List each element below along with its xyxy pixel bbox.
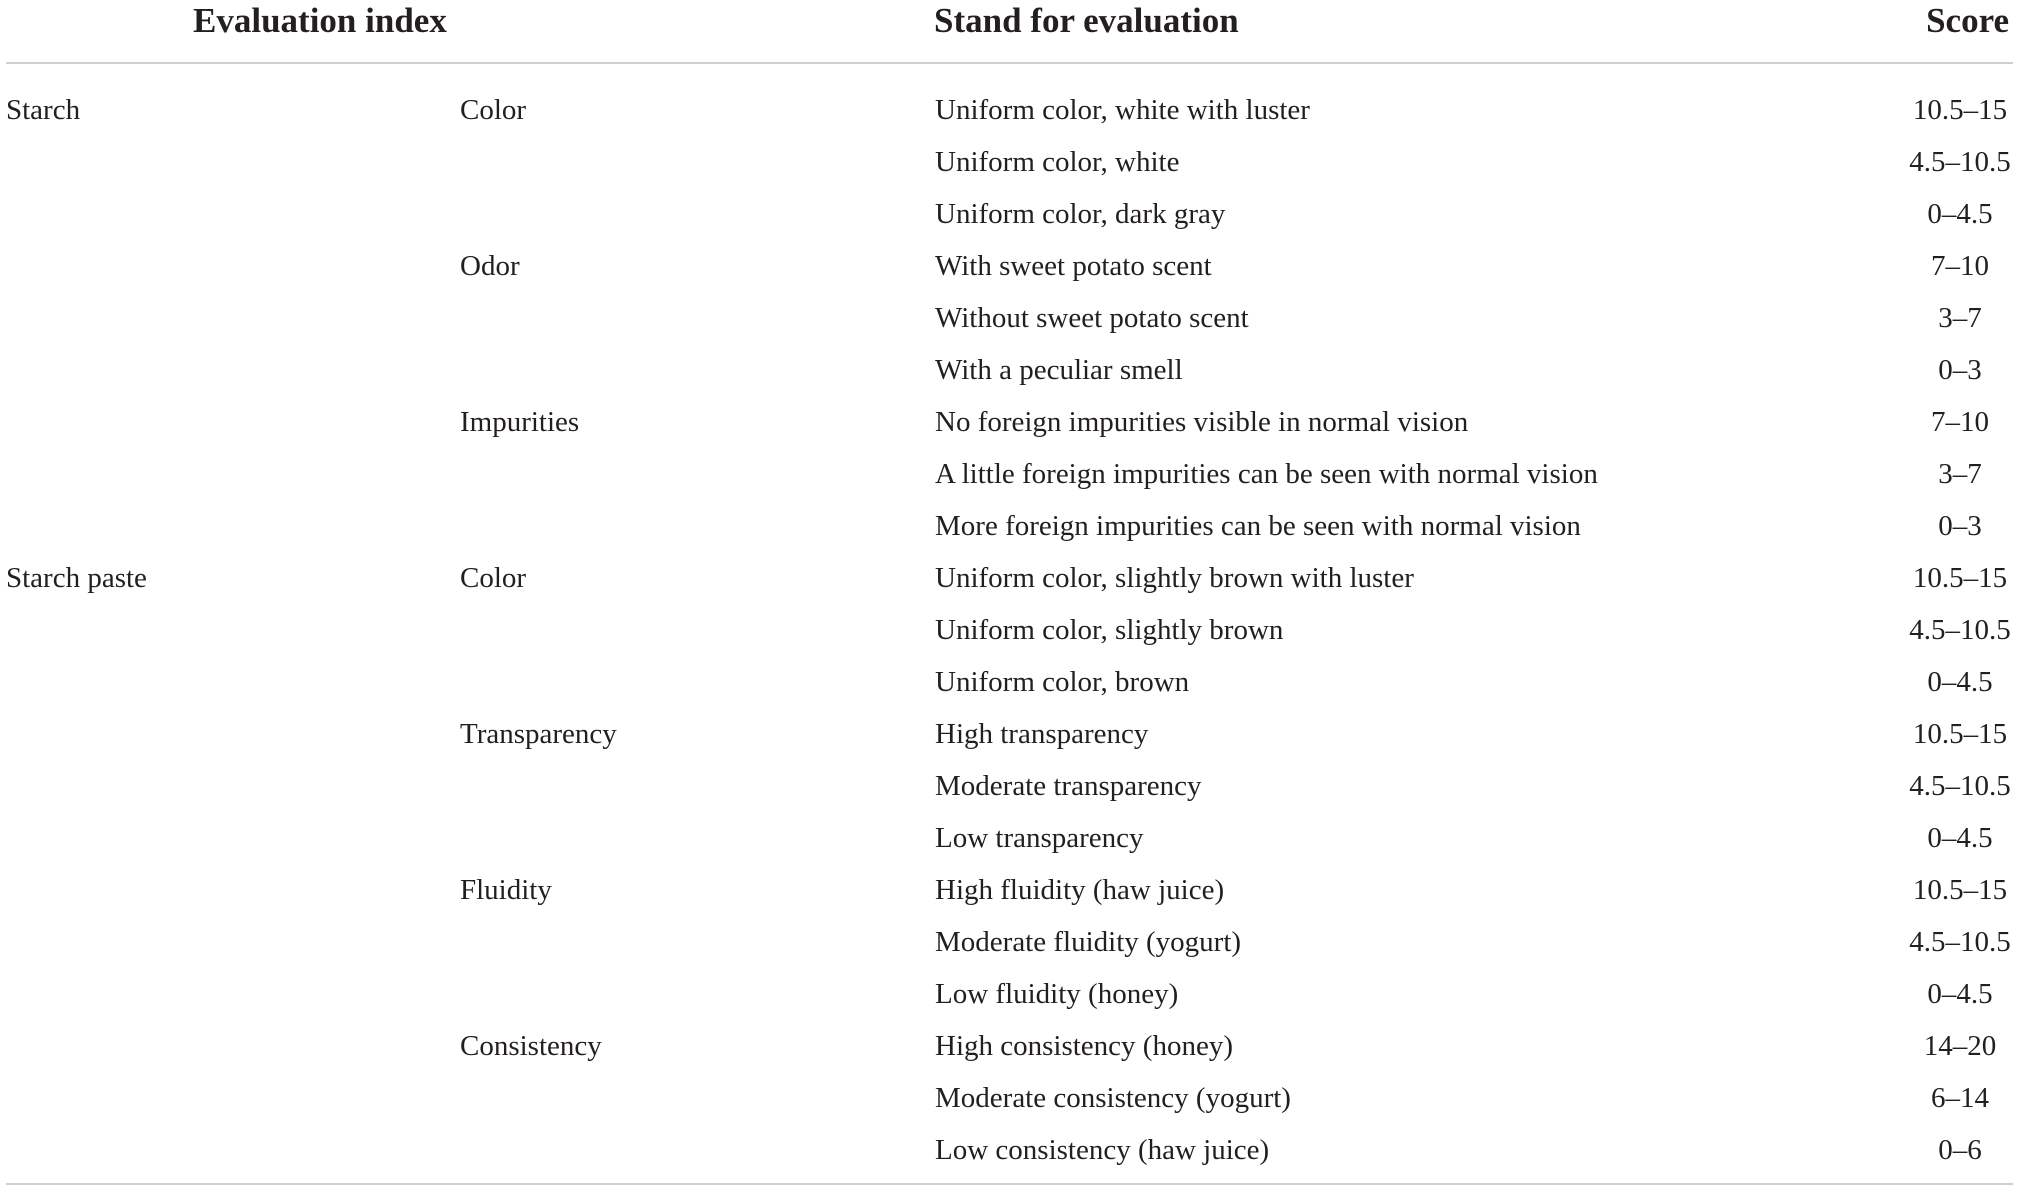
row-score: 4.5–10.5 xyxy=(1909,770,2011,802)
table-row xyxy=(0,292,2019,344)
row-score: 0–3 xyxy=(1938,510,1982,542)
row-stand: High fluidity (haw juice) xyxy=(935,874,1225,906)
row-score: 7–10 xyxy=(1931,250,1989,282)
table-row xyxy=(0,968,2019,1020)
row-subindex: Consistency xyxy=(460,1030,602,1062)
row-stand: Uniform color, white xyxy=(935,146,1180,178)
row-category: Starch paste xyxy=(6,562,147,594)
row-stand: Low transparency xyxy=(935,822,1144,854)
row-score: 0–6 xyxy=(1938,1134,1982,1166)
table-row xyxy=(0,136,2019,188)
table-row xyxy=(0,344,2019,396)
table-row xyxy=(0,864,2019,916)
row-stand: With sweet potato scent xyxy=(935,250,1212,282)
row-score: 0–4.5 xyxy=(1927,978,1993,1010)
row-score: 7–10 xyxy=(1931,406,1989,438)
table-row xyxy=(0,604,2019,656)
row-stand: Uniform color, slightly brown xyxy=(935,614,1284,646)
row-subindex: Odor xyxy=(460,250,520,282)
row-stand: Moderate fluidity (yogurt) xyxy=(935,926,1242,958)
table-row xyxy=(0,1072,2019,1124)
table-body xyxy=(0,84,2019,1176)
table-row xyxy=(0,448,2019,500)
row-score: 0–4.5 xyxy=(1927,822,1993,854)
row-score: 14–20 xyxy=(1923,1030,1997,1062)
table-row xyxy=(0,188,2019,240)
row-score: 6–14 xyxy=(1931,1082,1989,1114)
table-bottom-divider xyxy=(6,1183,2013,1185)
row-score: 3–7 xyxy=(1938,458,1982,490)
row-stand: A little foreign impurities can be seen with normal vision xyxy=(935,458,1598,490)
row-score: 0–3 xyxy=(1938,354,1982,386)
row-score: 10.5–15 xyxy=(1912,874,2008,906)
row-score: 4.5–10.5 xyxy=(1909,614,2011,646)
row-score: 0–4.5 xyxy=(1927,198,1993,230)
row-score: 10.5–15 xyxy=(1912,718,2008,750)
row-subindex: Color xyxy=(460,562,527,594)
table-row xyxy=(0,552,2019,604)
row-stand: Moderate transparency xyxy=(935,770,1202,802)
table-row xyxy=(0,760,2019,812)
row-stand: More foreign impurities can be seen with normal vision xyxy=(935,510,1581,542)
table-row xyxy=(0,1124,2019,1176)
row-subindex: Fluidity xyxy=(460,874,552,906)
row-score: 0–4.5 xyxy=(1927,666,1993,698)
table-row xyxy=(0,240,2019,292)
row-stand: No foreign impurities visible in normal vision xyxy=(935,406,1469,438)
table-row xyxy=(0,396,2019,448)
row-score: 4.5–10.5 xyxy=(1909,926,2011,958)
table-row xyxy=(0,708,2019,760)
row-score: 4.5–10.5 xyxy=(1909,146,2011,178)
row-stand: Uniform color, slightly brown with luster xyxy=(935,562,1414,594)
header-divider xyxy=(6,62,2013,64)
row-score: 10.5–15 xyxy=(1912,94,2008,126)
row-subindex: Transparency xyxy=(460,718,617,750)
row-stand: High transparency xyxy=(935,718,1149,750)
row-stand: Low fluidity (honey) xyxy=(935,978,1179,1010)
row-stand: Without sweet potato scent xyxy=(935,302,1249,334)
row-stand: Uniform color, dark gray xyxy=(935,198,1226,230)
header-stand-for-evaluation: Stand for evaluation xyxy=(934,1,1239,40)
table-row xyxy=(0,1020,2019,1072)
row-score: 3–7 xyxy=(1938,302,1982,334)
table-row xyxy=(0,812,2019,864)
table-row xyxy=(0,500,2019,552)
row-stand: Low consistency (haw juice) xyxy=(935,1134,1270,1166)
row-category: Starch xyxy=(6,94,81,126)
row-subindex: Color xyxy=(460,94,527,126)
row-stand: Uniform color, brown xyxy=(935,666,1190,698)
row-subindex: Impurities xyxy=(460,406,580,438)
row-stand: With a peculiar smell xyxy=(935,354,1183,386)
header-score: Score xyxy=(1926,1,2009,40)
row-score: 10.5–15 xyxy=(1912,562,2008,594)
row-stand: Uniform color, white with luster xyxy=(935,94,1310,126)
row-stand: High consistency (honey) xyxy=(935,1030,1233,1062)
header-evaluation-index: Evaluation index xyxy=(193,1,447,40)
table-row xyxy=(0,84,2019,136)
table-row xyxy=(0,916,2019,968)
row-stand: Moderate consistency (yogurt) xyxy=(935,1082,1291,1114)
table-row xyxy=(0,656,2019,708)
